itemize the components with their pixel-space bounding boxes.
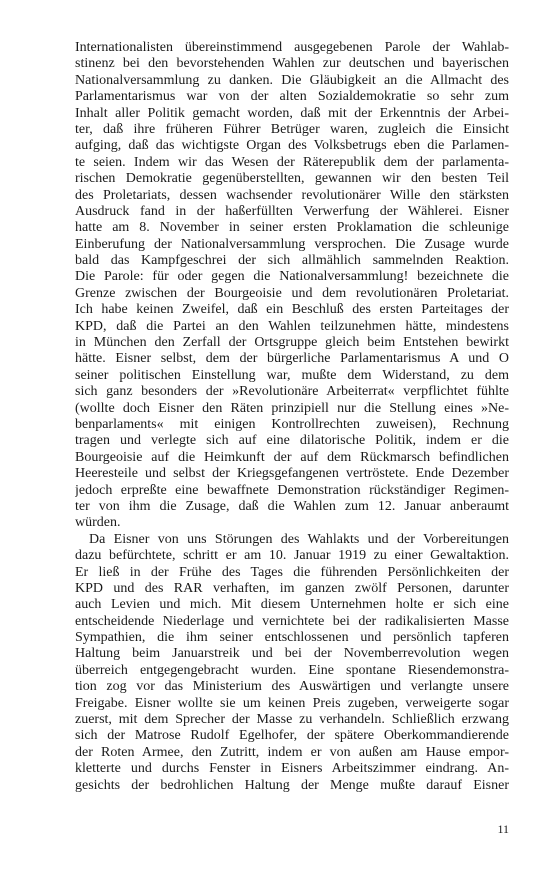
text-line: Internationalisten übereinstimmend ausgegebenen Parole der Wahlab- [75, 40, 509, 55]
text-line: ter, daß ihre früheren Führer Betrüger waren, zugleich die Einsicht [75, 121, 509, 137]
text-line: Ich habe keinen Zweifel, daß ein Beschluß des ersten Parteitages der [75, 302, 509, 318]
text-line: jedoch erpreßte eine bewaffnete Demonstration rückständiger Regimen- [75, 482, 509, 498]
text-line: Grenze zwischen der Bourgeoisie und dem revolutionären Proletariat. [75, 285, 509, 301]
text-line: rischen Demokratie gegenüberstellten, gewannen wir den besten Teil [75, 171, 509, 187]
text-line: kletterte und durchs Fenster in Eisners Arbeitszimmer eindrang. An- [75, 761, 509, 777]
text-line: in München den Zerfall der Ortsgruppe gleich beim Entstehen bewirkt [75, 335, 509, 351]
text-line: Inhalt aller Politik gemacht worden, daß mit der Erkenntnis der Arbei- [75, 105, 509, 121]
text-line: seiner politischen Einstellung war, mußte dem Widerstand, zu dem [75, 367, 509, 383]
text-line: KPD und des RAR verhaften, im ganzen zwölf Personen, darunter [75, 580, 509, 596]
text-line: des Proletariats, dessen wachsender revolutionärer Wille den stärksten [75, 187, 509, 203]
text-line: tion zog vor das Ministerium des Auswärtigen und verlangte unsere [75, 679, 509, 695]
text-line: benparlaments« mit einigen Kontrollrechten zuweisen), Rechnung [75, 416, 509, 432]
page-body-text [75, 40, 509, 794]
text-line: Freigabe. Eisner wollte sie um keinen Preis zugeben, verweigerte sogar [75, 695, 509, 711]
text-line: Sympathien, die ihm seiner entschlossenen und persönlich tapferen [75, 630, 509, 646]
text-line: Nationalversammlung zu danken. Die Gläubigkeit an die Allmacht des [75, 72, 509, 88]
text-line: Er ließ in der Frühe des Tages die führenden Persönlichkeiten der [75, 564, 509, 580]
text-line: (wollte doch Eisner den Räten prinzipiell nur die Stellung eines »Ne- [75, 400, 509, 416]
text-line: überreich entgegengebracht wurden. Eine spontane Riesendemonstra- [75, 662, 509, 678]
text-line: Die Parole: für oder gegen die Nationalversammlung! bezeichnete die [75, 269, 509, 285]
text-line: würden. [75, 515, 121, 531]
text-line: sich der Matrose Rudolf Egelhofer, der spätere Oberkommandierende [75, 728, 509, 744]
text-line: dazu befürchtete, schritt er am 10. Januar 1919 zu einer Gewaltaktion. [75, 548, 509, 564]
text-line: gesichts der bedrohlichen Haltung der Menge mußte darauf Eisner [75, 777, 509, 793]
text-line: stinenz bei den bevorstehenden Wahlen zur deutschen und bayerischen [75, 56, 509, 72]
text-line: auch Levien und mich. Mit diesem Unternehmen holte er sich eine [75, 597, 509, 613]
page-number: 11 [497, 822, 509, 836]
text-line: zuerst, mit dem Sprecher der Masse zu verhandeln. Schließlich erzwang [75, 712, 509, 728]
text-line: der Roten Armee, den Zutritt, indem er von außen am Hause empor- [75, 744, 509, 760]
text-line: hätte. Eisner selbst, dem der bürgerliche Parlamentarismus A und O [75, 351, 509, 367]
text-line: KPD, daß die Partei an den Wahlen teilzunehmen hätte, mindestens [75, 318, 509, 334]
text-line: bald das Kampfgeschrei der sich allmählich sammelnden Reaktion. [75, 253, 509, 269]
text-line: Heeresteile und selbst der Kriegsgefangenen vertröstete. Ende Dezember [75, 466, 509, 482]
text-line: Bourgeoisie auf die Heimkunft der auf dem Rückmarsch befindlichen [75, 449, 509, 465]
text-line: hatte am 8. November in seiner ersten Proklamation die schleunige [75, 220, 509, 236]
text-line: te seien. Indem wir das Wesen der Räterepublik dem der parlamenta- [75, 154, 509, 170]
text-line: Ausdruck fand in der haßerfüllten Verwerfung der Wählerei. Eisner [75, 203, 509, 219]
text-line: Da Eisner von uns Störungen des Wahlakts und der Vorbereitungen [89, 531, 509, 547]
text-line: ter von ihm die Zusage, daß die Wahlen zum 12. Januar anberaumt [75, 498, 509, 514]
text-line: Parlamentarismus war von der alten Sozialdemokratie so sehr zum [75, 89, 509, 105]
text-line: Einberufung der Nationalversammlung versprochen. Die Zusage wurde [75, 236, 509, 252]
text-line: entscheidende Niederlage und vernichtete bei der radikalisierten Masse [75, 613, 509, 629]
text-line: aufging, daß das wichtigste Organ des Volksbetrugs eben die Parlamen- [75, 138, 509, 154]
text-line: tragen und verlegte sich auf eine dilatorische Politik, indem er die [75, 433, 509, 449]
text-line: Haltung beim Januarstreik und bei der Novemberrevolution wegen [75, 646, 509, 662]
text-line: sich ganz besonders der »Revolutionäre Arbeiterrat« verpflichtet fühlte [75, 384, 509, 400]
